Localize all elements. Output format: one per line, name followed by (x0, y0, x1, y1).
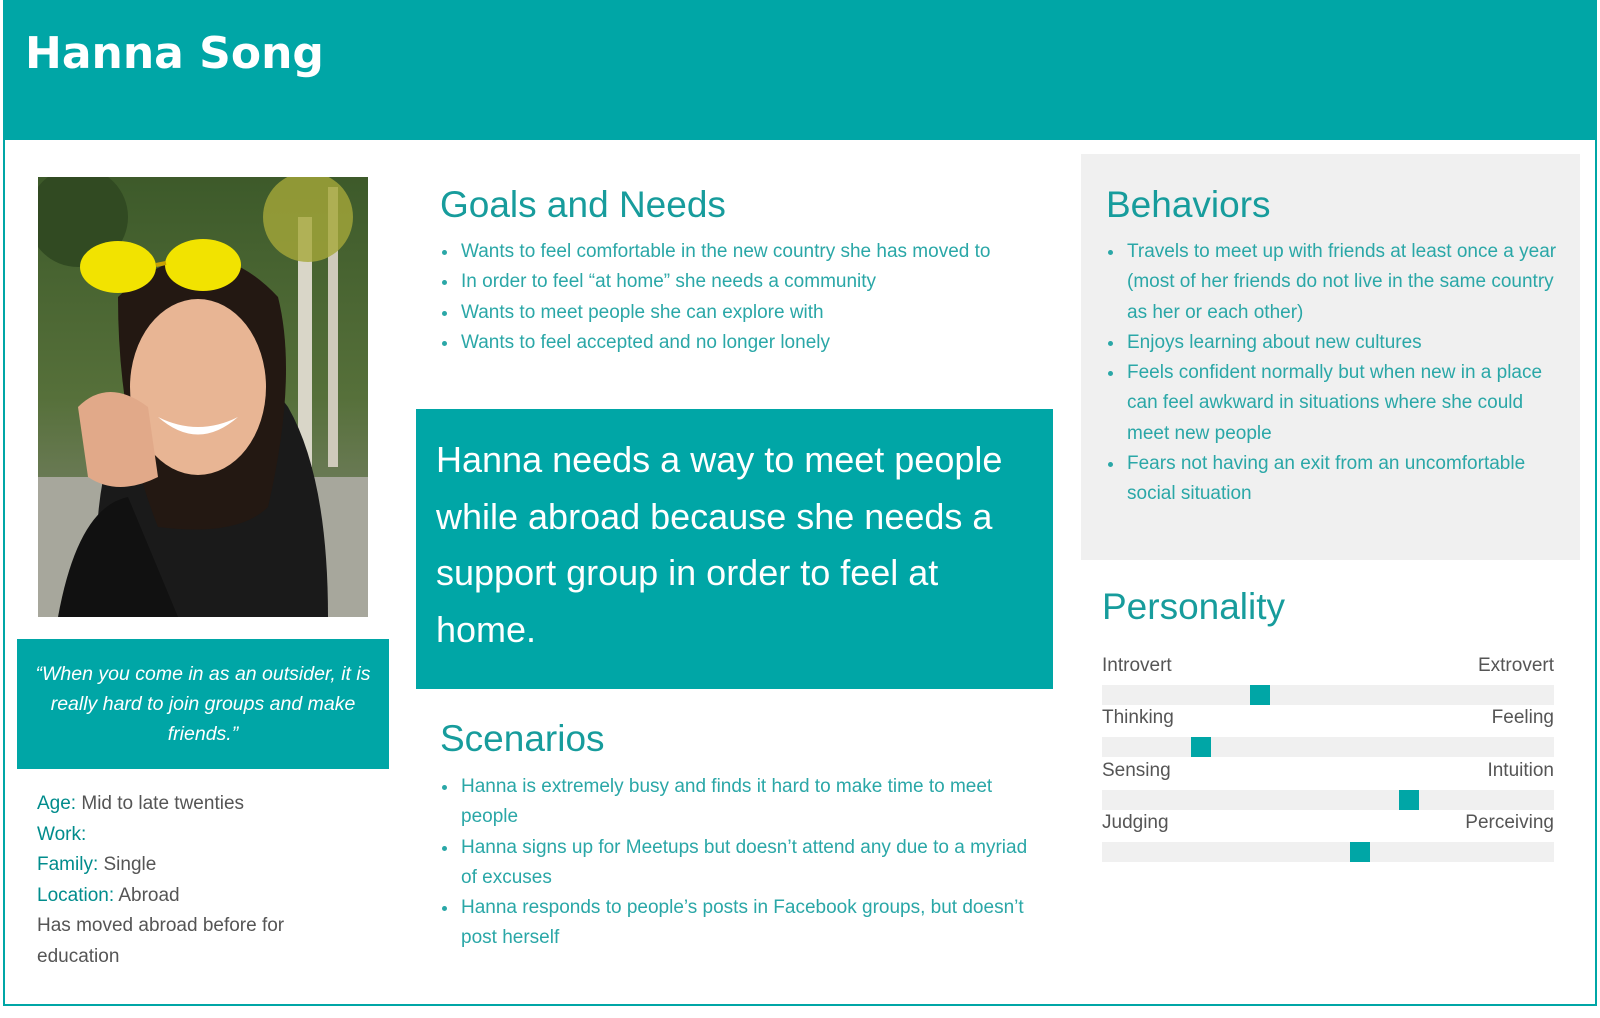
scale-left-label: Sensing (1102, 760, 1171, 781)
scale-marker (1399, 790, 1419, 810)
personality-title: Personality (1102, 586, 1286, 627)
personality-scale-judging-perceiving (1102, 842, 1554, 862)
scale-left-label: Judging (1102, 812, 1169, 833)
list-item: Travels to meet up with friends at least once a year (most of her friends do not live in the same country as her or each other) (1106, 237, 1568, 328)
personality-scale-thinking-feeling (1102, 737, 1554, 757)
scale-marker (1191, 737, 1211, 757)
list-item: In order to feel “at home” she needs a community (440, 267, 1030, 297)
list-item: Hanna responds to people’s posts in Facebook groups, but doesn’t post herself (440, 893, 1030, 954)
goals-title: Goals and Needs (440, 184, 726, 225)
fact-location (37, 881, 367, 912)
fact-note: Has moved abroad before for education (37, 915, 285, 967)
fact-location-label: Location: (37, 884, 115, 906)
scale-right-label: Feeling (1491, 707, 1554, 728)
list-item: Fears not having an exit from an uncomfortable social situation (1106, 449, 1568, 510)
persona-quote: “When you come in as an outsider, it is really hard to join groups and make friends.” (17, 639, 389, 769)
fact-family-value: Single (98, 854, 157, 875)
fact-family-label: Family: (37, 854, 99, 875)
persona-name: Hanna Song (25, 28, 324, 79)
fact-work-label: Work: (37, 823, 87, 845)
list-item: Wants to feel comfortable in the new country she has moved to (440, 237, 1030, 267)
behaviors-list (1106, 237, 1568, 510)
scale-right-label: Extrovert (1477, 655, 1554, 676)
list-item: Hanna signs up for Meetups but doesn’t attend any due to a myriad of excuses (440, 833, 1030, 894)
fact-work (37, 820, 367, 851)
list-item: Hanna is extremely busy and finds it hard to make time to meet people (440, 772, 1030, 833)
fact-age-value: Mid to late twenties (76, 793, 245, 814)
list-item: Wants to feel accepted and no longer lonely (440, 328, 1030, 358)
fact-location-value: Abroad (114, 884, 180, 906)
fact-age-label: Age: (37, 793, 77, 814)
list-item: Enjoys learning about new cultures (1106, 328, 1568, 358)
personality-scale-sensing-intuition (1102, 790, 1554, 810)
scale-left-label: Thinking (1102, 707, 1174, 728)
scale-marker (1350, 842, 1370, 862)
fact-family (37, 850, 367, 881)
scale-right-label: Perceiving (1465, 812, 1554, 833)
goals-list (440, 237, 1030, 358)
personality-scale-introvert-extrovert (1102, 685, 1554, 705)
list-item: Wants to meet people she can explore with (440, 298, 1030, 328)
problem-statement: Hanna needs a way to meet people while abroad because she needs a support group in order to feel at home. (416, 409, 1053, 689)
list-item: Feels confident normally but when new in a place can feel awkward in situations where she could meet new people (1106, 358, 1568, 449)
persona-facts (37, 789, 367, 972)
behaviors-title: Behaviors (1106, 184, 1271, 225)
persona-photo (38, 177, 368, 617)
scenarios-title: Scenarios (440, 718, 605, 759)
scale-right-label: Intuition (1487, 760, 1554, 781)
fact-age (37, 789, 367, 820)
scale-left-label: Introvert (1102, 655, 1172, 676)
scale-marker (1250, 685, 1270, 705)
scenarios-list (440, 772, 1030, 954)
